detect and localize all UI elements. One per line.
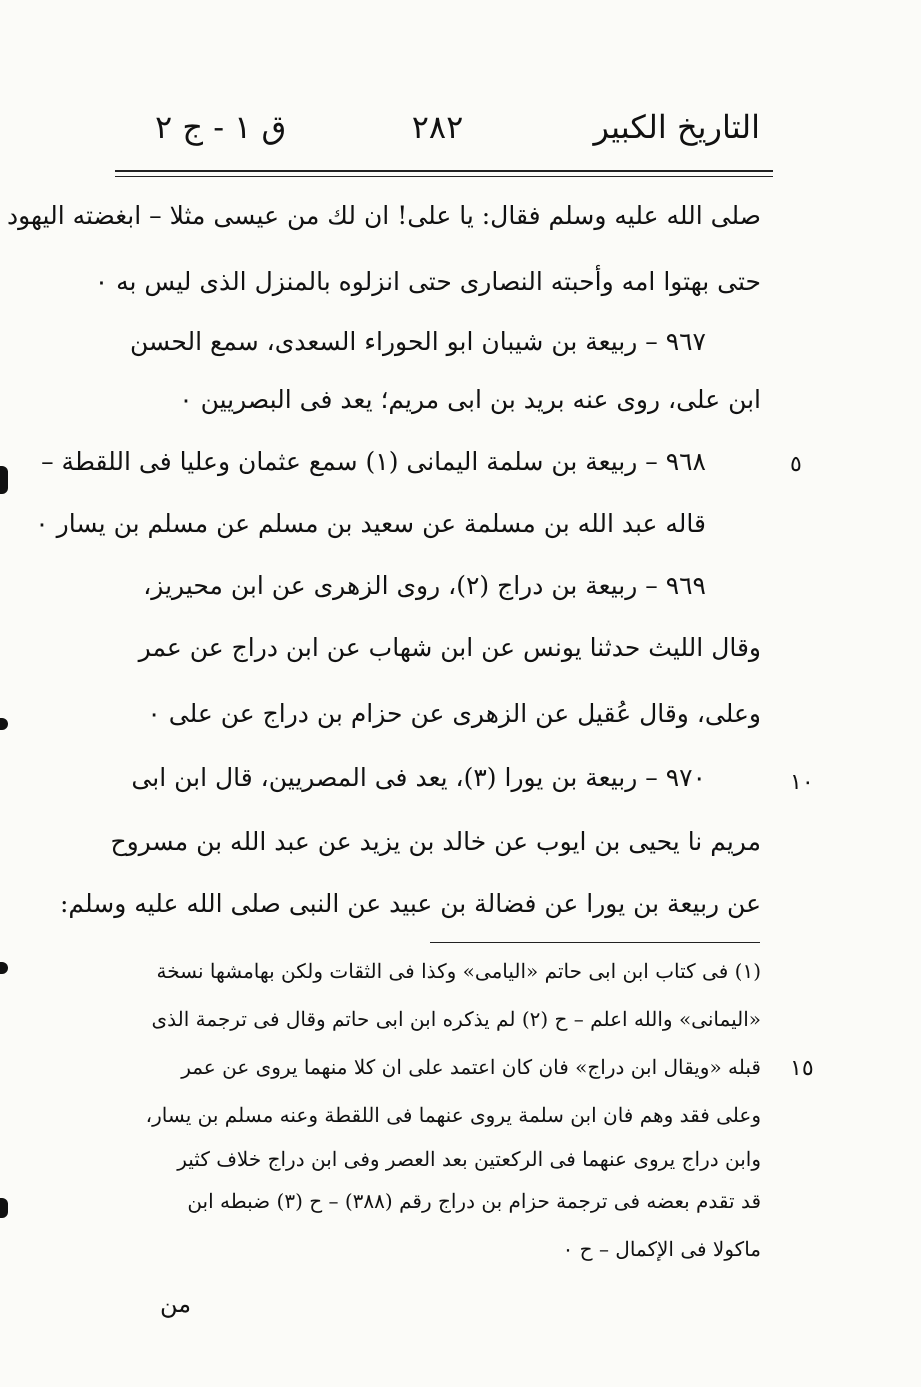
header-rule-thin xyxy=(115,176,773,177)
footnote-line: قد تقدم بعضه فى ترجمة حزام بن دراج رقم (٣٨٨) – ح (٣) ضبطه ابن xyxy=(187,1189,761,1213)
book-title: التاريخ الكبير xyxy=(593,108,760,146)
line-marker-5: ٥ xyxy=(790,452,802,477)
footnote-rule xyxy=(430,942,760,943)
text-line: قاله عبد الله بن مسلمة عن سعيد بن مسلم عن مسلم بن يسار ٠ xyxy=(35,509,706,538)
footnote-line: قبله «ويقال ابن دراج» فان كان اعتمد على ان كلا منهما يروى عن عمر xyxy=(181,1055,761,1079)
header-rule-thick xyxy=(115,170,773,172)
scan-edge-mark xyxy=(0,718,8,730)
entry-967-heading: ٩٦٧ – ربيعة بن شيبان ابو الحوراء السعدى، سمع الحسن xyxy=(130,327,706,356)
volume-section: ق ١ - ج ٢ xyxy=(155,108,287,146)
scan-edge-mark xyxy=(0,1198,8,1218)
running-header xyxy=(115,108,760,156)
entry-968-heading: ٩٦٨ – ربيعة بن سلمة اليمانى (١) سمع عثمان وعليا فى اللقطة – xyxy=(41,447,706,476)
text-line: حتى بهتوا امه وأحبته النصارى حتى انزلوه بالمنزل الذى ليس به ٠ xyxy=(94,267,761,296)
catchword: من xyxy=(160,1290,192,1318)
entry-970-heading: ٩٧٠ – ربيعة بن يورا (٣)، يعد فى المصريين، قال ابن ابى xyxy=(131,763,706,792)
footnote-line: ماكولا فى الإكمال – ح ٠ xyxy=(562,1237,761,1261)
entry-969-heading: ٩٦٩ – ربيعة بن دراج (٢)، روى الزهرى عن ابن محيريز، xyxy=(143,571,706,600)
text-line: ابن على، روى عنه بريد بن ابى مريم؛ يعد فى البصريين ٠ xyxy=(179,385,761,414)
line-marker-15: ١٥ xyxy=(790,1056,814,1081)
scan-edge-mark xyxy=(0,962,8,974)
footnote-line: «اليمانى» والله اعلم – ح (٢) لم يذكره ابن ابى حاتم وقال فى ترجمة الذى xyxy=(151,1007,761,1031)
line-marker-10: ١٠ xyxy=(790,770,814,795)
footnote-line: (١) فى كتاب ابن ابى حاتم «اليامى» وكذا فى الثقات ولكن بهامشها نسخة xyxy=(156,959,761,983)
text-line: وقال الليث حدثنا يونس عن ابن شهاب عن ابن دراج عن عمر xyxy=(138,633,761,662)
text-line: عن ربيعة بن يورا عن فضالة بن عبيد عن النبى صلى الله عليه وسلم: xyxy=(59,889,761,918)
text-line: مريم نا يحيى بن ايوب عن خالد بن يزيد عن عبد الله بن مسروح xyxy=(110,827,761,856)
scan-edge-mark xyxy=(0,466,8,494)
page-number: ٢٨٢ xyxy=(411,108,464,146)
text-line: صلى الله عليه وسلم فقال: يا على! ان لك من عيسى مثلا – ابغضته اليهود xyxy=(6,201,761,230)
footnote-line: وابن دراج يروى عنهما فى الركعتين بعد العصر وفى ابن دراج خلاف كثير xyxy=(177,1147,761,1171)
text-line: وعلى، وقال عُقيل عن الزهرى عن حزام بن دراج عن على ٠ xyxy=(147,699,761,728)
footnote-line: وعلى فقد وهم فان ابن سلمة يروى عنهما فى اللقطة وعنه مسلم بن يسار، xyxy=(145,1103,761,1127)
